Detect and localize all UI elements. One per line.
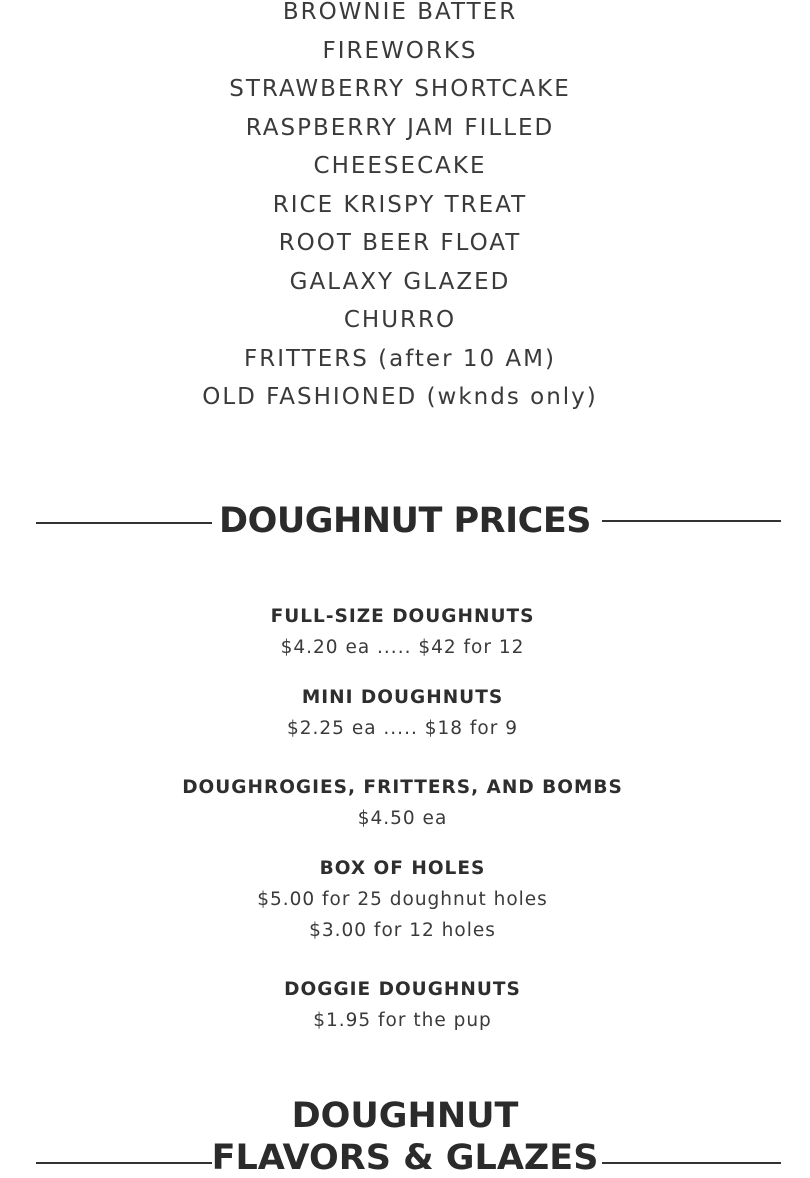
price-item-mini	[0, 682, 805, 744]
price-item-name: DOGGIE DOUGHNUTS	[284, 979, 521, 1000]
price-item-name: MINI DOUGHNUTS	[301, 687, 504, 708]
prices-section-title: DOUGHNUT PRICES	[219, 501, 591, 541]
price-item-full-size	[0, 601, 805, 663]
flavor-item: BROWNIE BATTER	[282, 0, 518, 25]
flavor-item: STRAWBERRY SHORTCAKE	[229, 76, 571, 102]
price-item-name: FULL-SIZE DOUGHNUTS	[270, 606, 535, 627]
flavor-list	[0, 0, 800, 417]
flavor-item: FRITTERS (after 10 AM)	[244, 345, 556, 372]
price-item-detail: $4.20 ea ..... $42 for 12	[280, 637, 525, 658]
price-item-doughrogies	[0, 772, 805, 834]
price-item-detail: $5.00 for 25 doughnut holes	[257, 889, 548, 910]
price-item-detail: $1.95 for the pup	[313, 1010, 492, 1031]
price-item-detail: $3.00 for 12 holes	[309, 920, 496, 941]
flavors-section-title-line1: DOUGHNUT	[291, 1096, 519, 1136]
flavor-item: OLD FASHIONED (wknds only)	[202, 384, 598, 410]
price-item-box-of-holes	[0, 853, 805, 946]
price-item-doggie	[0, 974, 805, 1036]
flavor-item: FIREWORKS	[322, 37, 478, 64]
flavor-item: CHEESECAKE	[313, 153, 487, 179]
flavor-item: RICE KRISPY TREAT	[272, 191, 528, 218]
price-item-detail: $2.25 ea ..... $18 for 9	[286, 718, 518, 739]
flavors-section-title-line2: FLAVORS & GLAZES	[211, 1138, 599, 1178]
price-item-detail: $4.50 ea	[357, 808, 448, 829]
price-item-name: DOUGHROGIES, FRITTERS, AND BOMBS	[182, 777, 623, 798]
flavor-item: GALAXY GLAZED	[289, 268, 511, 295]
flavor-item: ROOT BEER FLOAT	[278, 230, 522, 256]
flavor-item: RASPBERRY JAM FILLED	[245, 114, 555, 141]
price-item-name: BOX OF HOLES	[319, 858, 486, 879]
flavor-item: CHURRO	[343, 307, 457, 333]
